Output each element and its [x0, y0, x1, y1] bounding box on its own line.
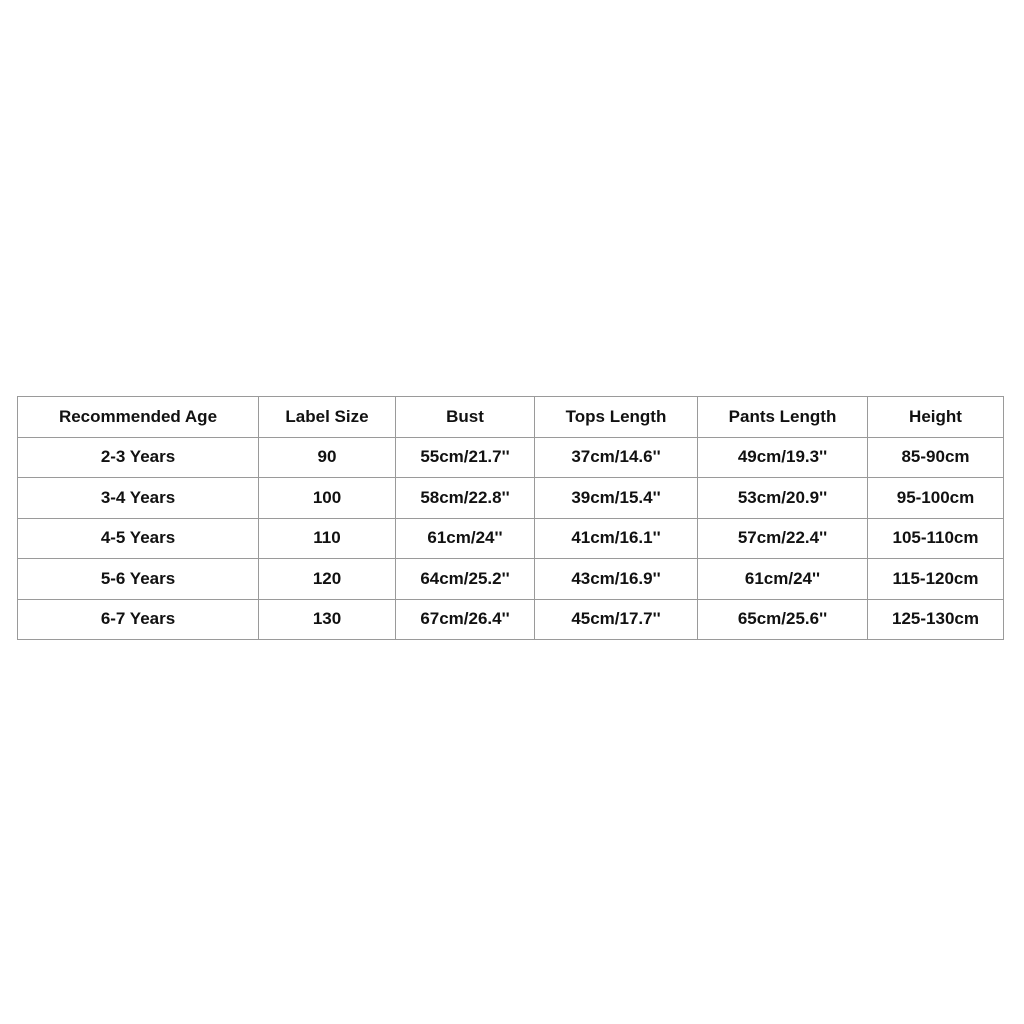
table-row — [18, 437, 1004, 478]
cell-recommended-age: 4-5 Years — [18, 518, 259, 559]
cell-label-size: 90 — [259, 437, 396, 478]
cell-recommended-age: 3-4 Years — [18, 478, 259, 519]
size-chart-table — [17, 396, 1004, 640]
cell-tops-length: 37cm/14.6'' — [535, 437, 698, 478]
cell-height: 105-110cm — [868, 518, 1004, 559]
cell-recommended-age: 2-3 Years — [18, 437, 259, 478]
cell-pants-length: 57cm/22.4'' — [698, 518, 868, 559]
header-height: Height — [868, 397, 1004, 438]
cell-pants-length: 53cm/20.9'' — [698, 478, 868, 519]
cell-pants-length: 61cm/24'' — [698, 559, 868, 600]
cell-bust: 55cm/21.7'' — [396, 437, 535, 478]
table-row — [18, 478, 1004, 519]
header-recommended-age: Recommended Age — [18, 397, 259, 438]
cell-tops-length: 41cm/16.1'' — [535, 518, 698, 559]
cell-tops-length: 43cm/16.9'' — [535, 559, 698, 600]
cell-label-size: 130 — [259, 599, 396, 640]
table-header-row — [18, 397, 1004, 438]
table-row — [18, 599, 1004, 640]
cell-label-size: 100 — [259, 478, 396, 519]
header-tops-length: Tops Length — [535, 397, 698, 438]
cell-label-size: 110 — [259, 518, 396, 559]
cell-height: 85-90cm — [868, 437, 1004, 478]
cell-recommended-age: 5-6 Years — [18, 559, 259, 600]
cell-pants-length: 65cm/25.6'' — [698, 599, 868, 640]
table-row — [18, 559, 1004, 600]
table-row — [18, 518, 1004, 559]
cell-recommended-age: 6-7 Years — [18, 599, 259, 640]
cell-height: 115-120cm — [868, 559, 1004, 600]
header-pants-length: Pants Length — [698, 397, 868, 438]
cell-bust: 61cm/24'' — [396, 518, 535, 559]
cell-label-size: 120 — [259, 559, 396, 600]
cell-pants-length: 49cm/19.3'' — [698, 437, 868, 478]
cell-bust: 64cm/25.2'' — [396, 559, 535, 600]
cell-bust: 67cm/26.4'' — [396, 599, 535, 640]
header-label-size: Label Size — [259, 397, 396, 438]
cell-tops-length: 45cm/17.7'' — [535, 599, 698, 640]
cell-height: 95-100cm — [868, 478, 1004, 519]
cell-tops-length: 39cm/15.4'' — [535, 478, 698, 519]
cell-height: 125-130cm — [868, 599, 1004, 640]
cell-bust: 58cm/22.8'' — [396, 478, 535, 519]
header-bust: Bust — [396, 397, 535, 438]
